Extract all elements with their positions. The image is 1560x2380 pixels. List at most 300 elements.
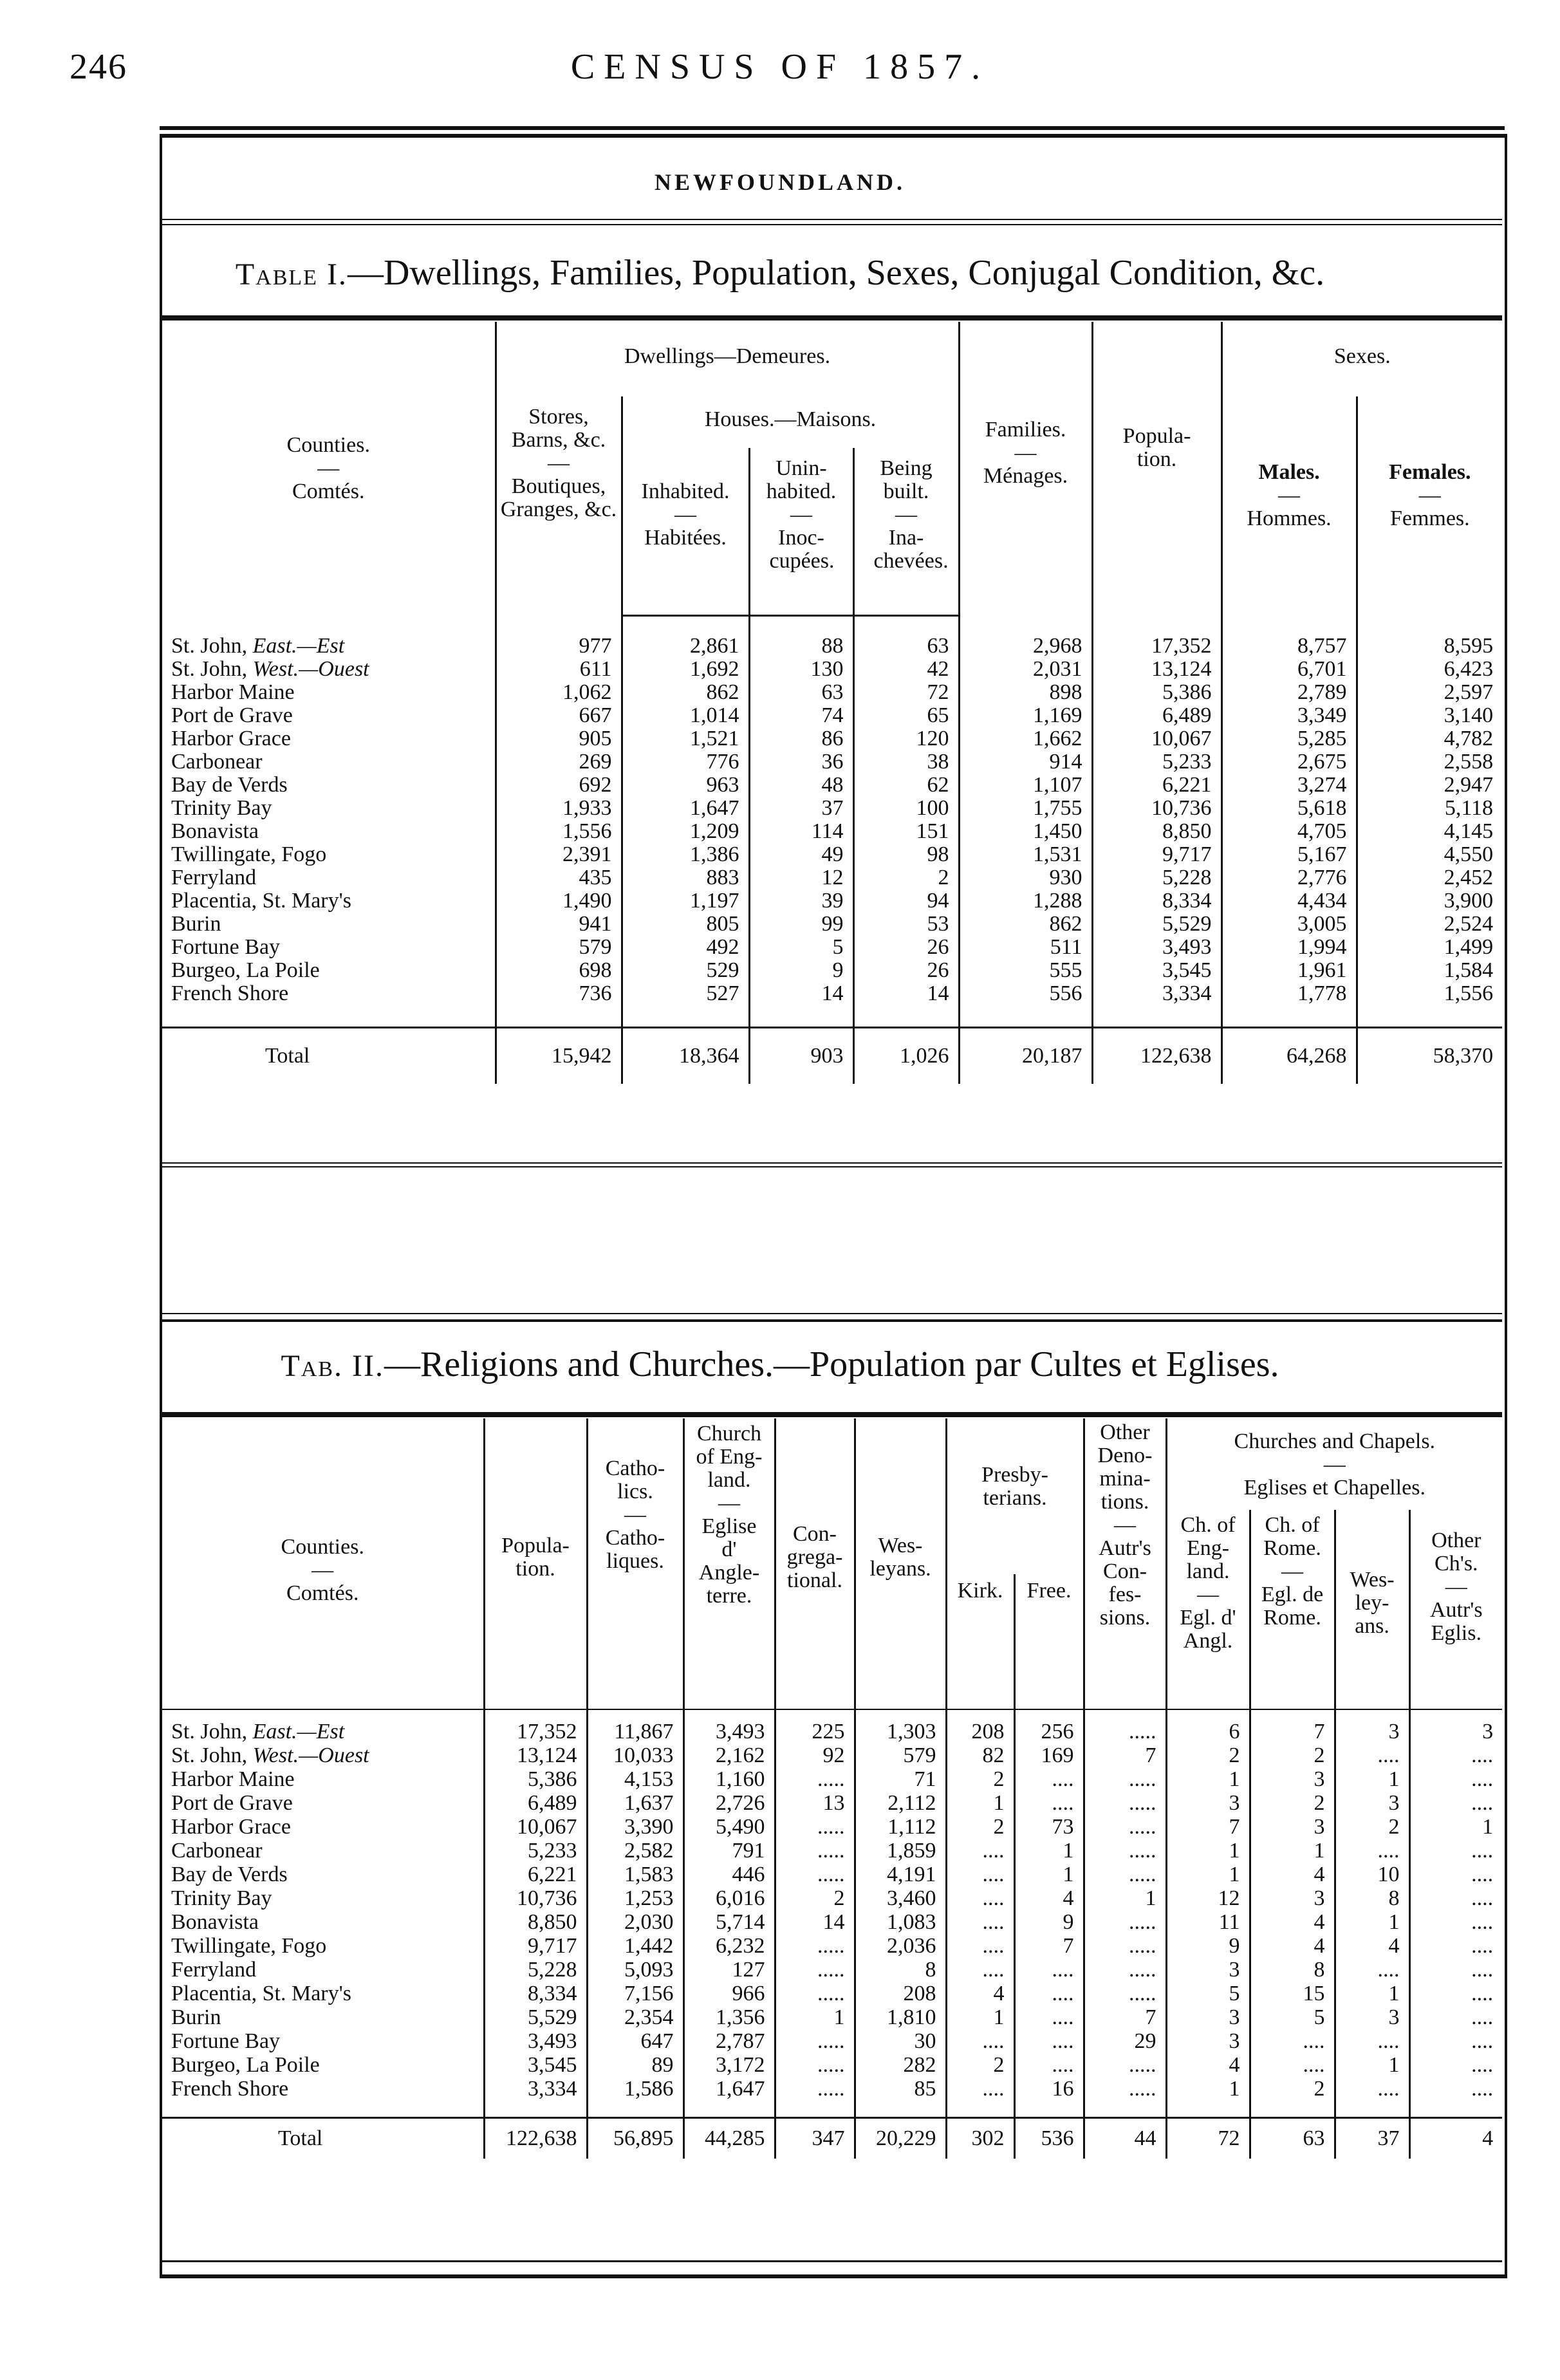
other-denominations-cell: 1 — [1084, 1886, 1166, 1910]
congregational-cell: ..... — [775, 1934, 855, 1958]
uninhabited-cell: 36 — [749, 750, 853, 774]
county-label: Ferryland — [171, 866, 257, 889]
spacer-cell — [855, 1697, 946, 1709]
dash: — — [311, 1558, 334, 1582]
county-name — [162, 959, 496, 982]
table-row — [162, 889, 1502, 913]
being-built-header — [853, 448, 959, 615]
total-ch-england-cell: 72 — [1166, 2117, 1250, 2159]
dash: — — [718, 1491, 740, 1515]
inhabited-cell: 862 — [622, 681, 749, 704]
spacer-cell — [775, 1709, 855, 1720]
males-label: Males. — [1258, 460, 1320, 484]
spacer-cell — [484, 1697, 587, 1709]
kirk-cell: .... — [946, 2029, 1014, 2053]
table-row — [162, 1863, 1502, 1886]
kirk-cell: 1 — [946, 1791, 1014, 1815]
spacer-cell — [775, 1697, 855, 1709]
ch-rome-cell: 5 — [1250, 2005, 1335, 2029]
catholics-cell: 1,442 — [587, 1934, 683, 1958]
wesleyans-ch-cell: 1 — [1335, 2053, 1409, 2077]
spacer-cell — [1357, 615, 1502, 635]
stores-cell: 736 — [496, 982, 622, 1005]
stores-label-fr: Boutiques, Granges, &c. — [500, 474, 617, 521]
population-cell: 9,717 — [1092, 843, 1221, 866]
wesleyans-cell: 1,810 — [855, 2005, 946, 2029]
females-cell: 2,524 — [1444, 913, 1494, 936]
free-cell: 1 — [1014, 1863, 1084, 1886]
spacer-cell — [1084, 1709, 1166, 1720]
county-name — [162, 797, 496, 820]
wesleyans-cell: 282 — [855, 2053, 946, 2077]
county-label: St. John, — [171, 658, 253, 681]
population-cell: 8,850 — [484, 1910, 587, 1934]
catholics-cell: 1,583 — [587, 1863, 683, 1886]
spacer-row — [162, 2101, 1502, 2117]
county-name — [162, 2053, 484, 2077]
wesleyans-ch-cell: 8 — [1335, 1886, 1409, 1910]
families-cell: 511 — [959, 936, 1092, 959]
catholics-cell: 647 — [587, 2029, 683, 2053]
table-row — [162, 820, 1502, 843]
uninhabited-cell: 37 — [749, 797, 853, 820]
wesleyans-ch-header: Wes-ley-ans. — [1335, 1510, 1409, 1697]
rule — [162, 1313, 1502, 1314]
table-row — [162, 774, 1502, 797]
rule — [162, 2260, 1502, 2262]
families-cell: 1,662 — [959, 727, 1092, 750]
dash: — — [624, 1503, 646, 1527]
population-cell: 3,493 — [484, 2029, 587, 2053]
males-cell: 5,618 — [1221, 797, 1357, 820]
county-label: Fortune Bay — [171, 936, 281, 959]
ch-rome-cell: 7 — [1250, 1720, 1335, 1743]
spacer-cell — [683, 1697, 775, 1709]
kirk-cell: .... — [946, 1839, 1014, 1863]
males-cell: 2,776 — [1221, 866, 1357, 889]
table-row — [162, 1791, 1502, 1815]
population-cell: 17,352 — [484, 1720, 587, 1743]
kirk-cell: 1 — [946, 2005, 1014, 2029]
county-name — [162, 866, 496, 889]
table-row — [162, 635, 1502, 658]
males-cell: 3,005 — [1221, 913, 1357, 936]
inhabited-label: Inhabited. — [641, 479, 730, 503]
dash: — — [1323, 1453, 1346, 1476]
being-built-cell: 65 — [853, 704, 959, 727]
other-denominations-cell: 7 — [1084, 1743, 1166, 1767]
wesleyans-cell: 1,112 — [855, 1815, 946, 1839]
church-of-england-cell: 5,714 — [683, 1910, 775, 1934]
congregational-cell: ..... — [775, 1839, 855, 1863]
table-row — [162, 1958, 1502, 1982]
females-cell: 5,118 — [1444, 797, 1494, 820]
county-label: Bonavista — [171, 820, 259, 843]
county-name — [162, 1767, 484, 1791]
ch-england-cell: 1 — [1166, 1863, 1250, 1886]
being-built-cell: 53 — [853, 913, 959, 936]
stores-label: Stores, Barns, &c. — [511, 405, 606, 452]
wesleyans-ch-cell: 3 — [1335, 1791, 1409, 1815]
free-cell: 256 — [1014, 1720, 1084, 1743]
wesleyans-cell: 3,460 — [855, 1886, 946, 1910]
counties-label-fr: Comtés. — [292, 479, 365, 503]
stores-cell: 905 — [496, 727, 622, 750]
free-cell: 73 — [1014, 1815, 1084, 1839]
catholics-cell: 2,030 — [587, 1910, 683, 1934]
wesleyans-ch-cell: .... — [1335, 2077, 1409, 2101]
county-label: Twillingate, Fogo — [171, 843, 327, 866]
stores-cell: 1,490 — [496, 889, 622, 913]
church-of-england-cell: 446 — [683, 1863, 775, 1886]
county-name — [162, 1886, 484, 1910]
being-built-cell: 2 — [853, 866, 959, 889]
free-cell: 9 — [1014, 1910, 1084, 1934]
being-built-cell: 62 — [853, 774, 959, 797]
table2-title: —Religions and Churches.—Population par Cultes et Eglises. — [384, 1344, 1279, 1384]
county-name — [162, 774, 496, 797]
table-row — [162, 750, 1502, 774]
other-ch-cell: .... — [1471, 2029, 1494, 2053]
other-denominations-cell: ..... — [1084, 1791, 1166, 1815]
inhabited-cell: 1,197 — [622, 889, 749, 913]
rule — [162, 1412, 1502, 1417]
catholics-cell: 5,093 — [587, 1958, 683, 1982]
males-cell: 5,285 — [1221, 727, 1357, 750]
county-name — [162, 658, 496, 681]
county-label: Placentia, St. Mary's — [171, 889, 351, 913]
spacer-cell — [1014, 1709, 1084, 1720]
county-name — [162, 750, 496, 774]
churches-chapels-label-fr: Eglises et Chapelles. — [1243, 1476, 1425, 1500]
header-rule — [160, 126, 1505, 130]
county-name — [162, 913, 496, 936]
total-stores-cell: 15,942 — [496, 1027, 622, 1084]
inhabited-cell: 1,521 — [622, 727, 749, 750]
county-label: Trinity Bay — [171, 797, 272, 820]
congregational-cell: ..... — [775, 1982, 855, 2005]
county-label: Port de Grave — [171, 704, 293, 727]
uninhabited-cell: 48 — [749, 774, 853, 797]
other-denominations-cell: ..... — [1084, 2077, 1166, 2101]
table-row — [162, 1767, 1502, 1791]
inhabited-cell: 776 — [622, 750, 749, 774]
males-header — [1221, 396, 1357, 615]
total-row — [162, 1027, 1502, 1084]
ch-rome-cell: 3 — [1250, 1767, 1335, 1791]
congregational-cell: ..... — [775, 1767, 855, 1791]
wesleyans-cell: 208 — [855, 1982, 946, 2005]
spacer-cell — [959, 615, 1092, 635]
wesleyans-cell: 71 — [855, 1767, 946, 1791]
church-of-england-cell: 1,647 — [683, 2077, 775, 2101]
population-cell: 6,489 — [1092, 704, 1221, 727]
free-cell: 7 — [1014, 1934, 1084, 1958]
uninhabited-cell: 39 — [749, 889, 853, 913]
catholics-header — [587, 1418, 683, 1697]
ch-england-cell: 1 — [1166, 1839, 1250, 1863]
county-name — [162, 1934, 484, 1958]
dash: — — [895, 503, 918, 526]
table-row — [162, 2029, 1502, 2053]
kirk-cell: 82 — [946, 1743, 1014, 1767]
spacer-cell — [622, 1005, 749, 1027]
families-cell: 1,755 — [959, 797, 1092, 820]
wesleyans-cell: 30 — [855, 2029, 946, 2053]
males-cell: 5,167 — [1221, 843, 1357, 866]
ch-rome-cell: 4 — [1250, 1863, 1335, 1886]
county-label: Ferryland — [171, 1958, 257, 1982]
ch-rome-label: Ch. of Rome. — [1263, 1513, 1321, 1560]
males-cell: 4,705 — [1221, 820, 1357, 843]
table-row — [162, 959, 1502, 982]
county-label: Twillingate, Fogo — [171, 1934, 327, 1958]
population-cell: 3,334 — [484, 2077, 587, 2101]
dash: — — [317, 456, 340, 480]
church-of-england-cell: 6,016 — [683, 1886, 775, 1910]
other-denominations-cell: ..... — [1084, 1934, 1166, 1958]
wesleyans-ch-cell: 1 — [1335, 1767, 1409, 1791]
ch-england-cell: 3 — [1166, 1791, 1250, 1815]
population-cell: 8,334 — [1092, 889, 1221, 913]
dash: — — [1014, 441, 1037, 465]
presbyterians-spacer — [946, 1510, 1084, 1574]
county-name — [162, 681, 496, 704]
table1-body — [162, 615, 1502, 1084]
total-row — [162, 2117, 1502, 2159]
wesleyans-ch-cell: .... — [1335, 2029, 1409, 2053]
free-cell: 16 — [1014, 2077, 1084, 2101]
ch-england-cell: 3 — [1166, 2029, 1250, 2053]
ch-rome-label-fr: Egl. de Rome. — [1261, 1583, 1324, 1630]
spacer-cell — [1084, 2101, 1166, 2117]
uninhabited-cell: 99 — [749, 913, 853, 936]
total-catholics-cell: 56,895 — [587, 2117, 683, 2159]
other-denominations-label: Other Deno-mina-tions. — [1097, 1420, 1153, 1514]
population-cell: 10,067 — [1092, 727, 1221, 750]
inhabited-cell: 963 — [622, 774, 749, 797]
free-cell: .... — [1014, 2053, 1084, 2077]
population-cell: 6,221 — [1092, 774, 1221, 797]
families-cell: 930 — [959, 866, 1092, 889]
church-of-england-cell: 3,493 — [683, 1720, 775, 1743]
ch-rome-cell: 4 — [1250, 1934, 1335, 1958]
dash: — — [1418, 483, 1441, 507]
county-name — [162, 1743, 484, 1767]
females-cell: 3,140 — [1444, 704, 1494, 727]
stores-cell: 435 — [496, 866, 622, 889]
males-label-fr: Hommes. — [1247, 507, 1332, 530]
spacer-cell — [855, 1709, 946, 1720]
kirk-cell: .... — [946, 1886, 1014, 1910]
total-being-built-cell: 1,026 — [853, 1027, 959, 1084]
free-cell: 4 — [1014, 1886, 1084, 1910]
table1-caption — [0, 252, 1560, 293]
county-label: French Shore — [171, 982, 289, 1005]
population-cell: 5,529 — [1092, 913, 1221, 936]
ch-rome-header — [1250, 1510, 1335, 1697]
females-cell: 8,595 — [1444, 635, 1494, 658]
table1-header — [162, 322, 1502, 615]
region-title: NEWFOUNDLAND. — [654, 169, 905, 195]
catholics-cell: 1,637 — [587, 1791, 683, 1815]
other-denominations-header — [1084, 1418, 1166, 1697]
counties-header — [162, 322, 496, 615]
county-label: Burin — [171, 913, 221, 936]
spacer-cell — [1409, 1709, 1502, 1720]
spacer-cell — [853, 615, 959, 635]
population-cell: 6,489 — [484, 1791, 587, 1815]
county-label-italic: East.—Est — [252, 1720, 345, 1743]
spacer-cell — [1166, 1697, 1250, 1709]
wesleyans-ch-cell: 1 — [1335, 1910, 1409, 1934]
county-name — [162, 982, 496, 1005]
total-families-cell: 20,187 — [959, 1027, 1092, 1084]
families-cell: 1,450 — [959, 820, 1092, 843]
sexes-header: Sexes. — [1333, 344, 1391, 368]
county-name — [162, 635, 496, 658]
other-ch-cell: .... — [1471, 1839, 1494, 1863]
inhabited-cell: 805 — [622, 913, 749, 936]
females-cell: 2,597 — [1444, 681, 1494, 704]
catholics-cell: 10,033 — [587, 1743, 683, 1767]
county-name — [162, 1863, 484, 1886]
spacer-row — [162, 1709, 1502, 1720]
population-cell: 5,233 — [1092, 750, 1221, 774]
county-label: Burin — [171, 2005, 221, 2029]
wesleyans-header: Wes-leyans. — [855, 1418, 946, 1697]
free-cell: .... — [1014, 1767, 1084, 1791]
total-label: Total — [162, 1027, 496, 1084]
stores-cell: 667 — [496, 704, 622, 727]
being-built-cell: 151 — [853, 820, 959, 843]
uninhabited-cell: 9 — [749, 959, 853, 982]
church-of-england-cell: 2,162 — [683, 1743, 775, 1767]
ch-england-cell: 7 — [1166, 1815, 1250, 1839]
wesleyans-cell: 579 — [855, 1743, 946, 1767]
kirk-cell: .... — [946, 1934, 1014, 1958]
spacer-cell — [484, 2101, 587, 2117]
males-cell: 3,274 — [1221, 774, 1357, 797]
males-cell: 6,701 — [1221, 658, 1357, 681]
uninhabited-cell: 86 — [749, 727, 853, 750]
county-label: Harbor Maine — [171, 1767, 295, 1791]
free-cell: .... — [1014, 1791, 1084, 1815]
county-label: Bonavista — [171, 1910, 259, 1934]
counties-label-fr: Comtés. — [286, 1581, 359, 1605]
ch-england-header — [1166, 1510, 1250, 1697]
county-label-italic: West.—Ouest — [252, 1743, 369, 1767]
uninhabited-cell: 74 — [749, 704, 853, 727]
inhabited-cell: 529 — [622, 959, 749, 982]
other-ch-cell: .... — [1471, 1863, 1494, 1886]
table-row — [162, 2005, 1502, 2029]
table-row — [162, 1839, 1502, 1863]
table-row — [162, 1815, 1502, 1839]
county-name — [162, 1958, 484, 1982]
catholics-cell: 3,390 — [587, 1815, 683, 1839]
being-built-cell: 72 — [853, 681, 959, 704]
other-ch-cell: .... — [1471, 1743, 1494, 1767]
ch-england-cell: 1 — [1166, 2077, 1250, 2101]
county-name — [162, 1910, 484, 1934]
being-built-label-fr: Ina-chevées. — [873, 526, 949, 573]
free-cell: 1 — [1014, 1839, 1084, 1863]
county-label: Burgeo, La Poile — [171, 959, 320, 982]
county-label: Burgeo, La Poile — [171, 2053, 320, 2077]
table1-title: —Dwellings, Families, Population, Sexes, Conjugal Condition, &c. — [347, 253, 1325, 293]
families-cell: 556 — [959, 982, 1092, 1005]
catholics-cell: 1,253 — [587, 1886, 683, 1910]
population-header: Popula-tion. — [484, 1418, 587, 1697]
ch-england-label: Ch. of Eng-land. — [1180, 1513, 1236, 1583]
county-name — [162, 820, 496, 843]
spacer-cell — [1409, 1697, 1502, 1709]
population-cell: 10,736 — [484, 1886, 587, 1910]
inhabited-cell: 1,014 — [622, 704, 749, 727]
population-cell: 17,352 — [1092, 635, 1221, 658]
spacer-cell — [853, 1005, 959, 1027]
population-cell: 8,334 — [484, 1982, 587, 2005]
females-label: Females. — [1389, 460, 1471, 484]
church-of-england-label-fr: Eglise d' Angle-terre. — [698, 1514, 760, 1608]
ch-rome-cell: 3 — [1250, 1815, 1335, 1839]
county-label: St. John, — [171, 635, 253, 658]
congregational-cell: ..... — [775, 1815, 855, 1839]
dash: — — [1278, 483, 1301, 507]
total-population-cell: 122,638 — [1092, 1027, 1221, 1084]
total-kirk-cell: 302 — [946, 2117, 1014, 2159]
county-label: French Shore — [171, 2077, 289, 2101]
table2-header — [162, 1418, 1502, 1697]
kirk-cell: 208 — [946, 1720, 1014, 1743]
houses-header: Houses.—Maisons. — [622, 396, 959, 448]
families-cell: 862 — [959, 913, 1092, 936]
spacer-cell — [162, 1005, 496, 1027]
uninhabited-cell: 63 — [749, 681, 853, 704]
congregational-header: Con-grega-tional. — [775, 1418, 855, 1697]
total-females-cell: 58,370 — [1357, 1027, 1502, 1084]
table-row — [162, 936, 1502, 959]
table-row — [162, 797, 1502, 820]
table-row — [162, 913, 1502, 936]
counties-header — [162, 1418, 484, 1697]
spacer-cell — [587, 2101, 683, 2117]
total-ch-rome-cell: 63 — [1250, 2117, 1335, 2159]
county-label: Bay de Verds — [171, 1863, 288, 1886]
kirk-header: Kirk. — [946, 1574, 1014, 1697]
other-denominations-cell: 29 — [1084, 2029, 1166, 2053]
spacer-cell — [946, 1709, 1014, 1720]
total-free-cell: 536 — [1014, 2117, 1084, 2159]
church-of-england-cell: 3,172 — [683, 2053, 775, 2077]
ch-england-cell: 3 — [1166, 2005, 1250, 2029]
free-header: Free. — [1014, 1574, 1084, 1697]
county-label: Port de Grave — [171, 1791, 293, 1815]
congregational-cell: ..... — [775, 2077, 855, 2101]
table-row — [162, 982, 1502, 1005]
other-denominations-label-fr: Autr's Con-fes-sions. — [1099, 1536, 1151, 1630]
ch-rome-cell: .... — [1250, 2029, 1335, 2053]
population-cell: 13,124 — [484, 1743, 587, 1767]
spacer-cell — [162, 1697, 484, 1709]
being-built-cell: 63 — [853, 635, 959, 658]
population-cell: 5,386 — [484, 1767, 587, 1791]
total-church-of-england-cell: 44,285 — [683, 2117, 775, 2159]
wesleyans-cell: 85 — [855, 2077, 946, 2101]
population-cell: 10,067 — [484, 1815, 587, 1839]
catholics-cell: 4,153 — [587, 1767, 683, 1791]
